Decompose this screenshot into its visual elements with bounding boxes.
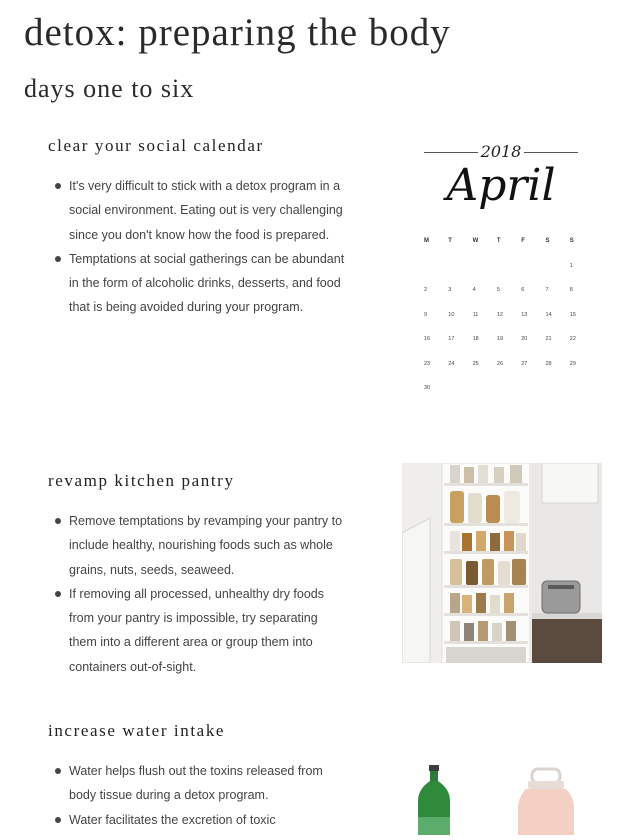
weekday-label: S <box>545 238 550 244</box>
calendar-day: 10 <box>448 311 455 318</box>
bullet-list <box>48 509 348 679</box>
bullet-list <box>48 759 348 832</box>
calendar-day: 14 <box>545 311 552 318</box>
weekday-label: S <box>569 238 574 244</box>
calendar-day: 22 <box>569 336 576 342</box>
calendar-day: 9 <box>424 311 428 318</box>
list-item: It's very difficult to stick with a detox program in a social environment. Eating out is very challenging since you don't know how the food is prepared. <box>69 174 348 247</box>
calendar-day: 7 <box>545 287 549 293</box>
pantry-illustration <box>402 463 602 663</box>
weekday-label: M <box>424 238 429 244</box>
calendar-day: 29 <box>569 360 576 367</box>
calendar-day: 12 <box>496 311 504 318</box>
calendar-day <box>420 263 444 288</box>
calendar-grid <box>420 238 582 410</box>
weekday-label: T <box>496 238 501 244</box>
page-subtitle: days one to six <box>24 74 195 103</box>
calendar-day: 13 <box>521 311 528 318</box>
calendar-day <box>444 263 468 288</box>
calendar-day <box>541 263 565 288</box>
water-bottles-illustration <box>402 765 602 835</box>
calendar-day: 11 <box>472 311 479 318</box>
list-item: Water facilitates the excretion of toxic <box>69 808 348 832</box>
list-item: Water helps flush out the toxins released from body tissue during a detox program. <box>69 759 348 808</box>
calendar-day: 4 <box>472 287 476 293</box>
section-heading: clear your social calendar <box>48 136 264 155</box>
calendar-year-row <box>420 142 582 162</box>
calendar-day: 27 <box>521 360 528 367</box>
calendar-day: 5 <box>496 287 500 293</box>
weekday-label: W <box>472 238 479 244</box>
calendar-day: 18 <box>472 336 479 342</box>
section-heading: revamp kitchen pantry <box>48 471 235 490</box>
calendar-day: 26 <box>496 360 504 367</box>
section-social-calendar <box>48 136 348 320</box>
calendar-day: 19 <box>496 336 504 342</box>
weekday-label: F <box>521 238 525 244</box>
section-water-intake <box>48 721 348 832</box>
calendar-day <box>517 385 541 410</box>
calendar-day: 25 <box>472 360 479 367</box>
pantry-photo <box>402 463 602 663</box>
calendar-day: 21 <box>545 336 552 342</box>
bullet-list <box>48 174 348 320</box>
calendar-day: 17 <box>448 336 455 342</box>
water-bottles-photo <box>402 765 602 835</box>
calendar-day <box>517 263 541 288</box>
calendar-day: 16 <box>424 336 431 342</box>
calendar-day <box>469 385 493 410</box>
calendar-day <box>444 385 468 410</box>
calendar-day: 28 <box>545 360 552 367</box>
calendar-year: 2018 <box>480 142 522 161</box>
calendar-day: 8 <box>569 287 573 293</box>
section-kitchen-pantry <box>48 471 348 679</box>
calendar-day: 24 <box>448 360 455 367</box>
calendar-day <box>493 385 517 410</box>
calendar-day: 20 <box>521 336 528 342</box>
calendar-month: April <box>446 160 556 211</box>
list-item: Temptations at social gatherings can be abundant in the form of alcoholic drinks, desserts, and food that is being avoided during your program. <box>69 247 348 320</box>
calendar-day <box>566 385 590 410</box>
calendar-day <box>541 385 565 410</box>
calendar-day: 30 <box>424 385 431 391</box>
calendar-day: 15 <box>569 311 576 318</box>
list-item: If removing all processed, unhealthy dry foods from your pantry is impossible, try separating them into a different area or group them into containers out-of-sight. <box>69 582 348 679</box>
page-title: detox: preparing the body <box>24 11 451 54</box>
list-item: Remove temptations by revamping your pantry to include healthy, nourishing foods such as whole grains, nuts, seeds, seaweed. <box>69 509 348 582</box>
calendar-day <box>493 263 517 288</box>
weekday-label: T <box>448 238 452 244</box>
calendar-day <box>469 263 493 288</box>
calendar-day: 2 <box>424 287 428 293</box>
calendar-day: 23 <box>424 360 431 367</box>
calendar-day: 3 <box>448 287 452 293</box>
calendar-day: 6 <box>521 287 525 293</box>
section-heading: increase water intake <box>48 721 226 740</box>
calendar-day: 1 <box>569 262 573 269</box>
april-calendar-image <box>420 142 582 412</box>
